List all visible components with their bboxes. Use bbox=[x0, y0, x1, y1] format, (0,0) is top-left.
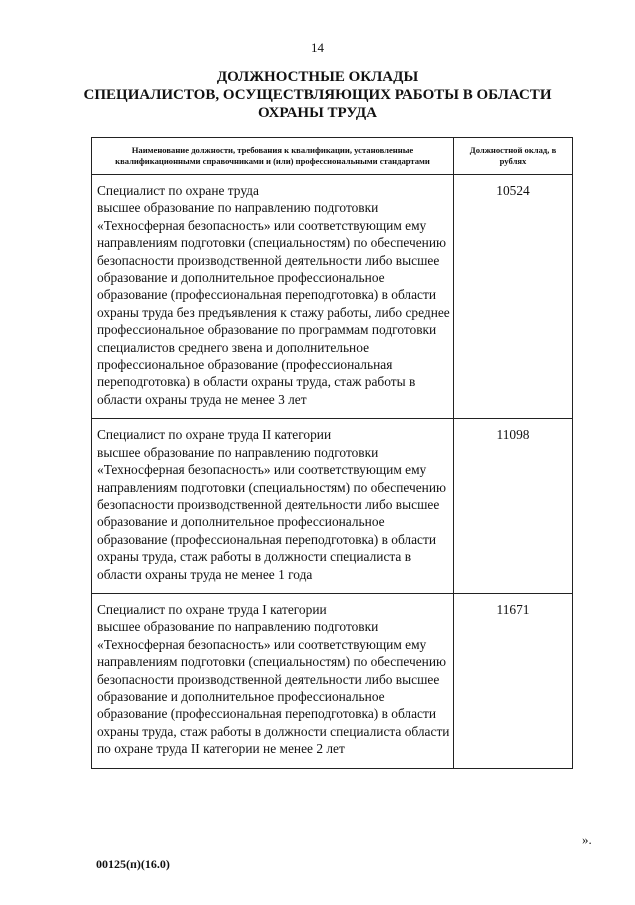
position-title: Специалист по охране труда II категории bbox=[97, 427, 332, 443]
position-requirements: высшее образование по направлению подготовки «Техносферная безопасность» или соответствующим ему направлениям подготовки (специальностям) по обеспечению безопасности производственной деятельности либо высшее образование и дополнительное профессиональное образование (профессиональная переподготовка) в области охраны труда, стаж работы в должности специалиста области по охране труда II категории не менее 2 лет bbox=[97, 619, 450, 757]
salary-table bbox=[91, 137, 573, 769]
salary-cell: 11098 bbox=[454, 419, 573, 594]
title-line-1: ДОЛЖНОСТНЫЕ ОКЛАДЫ bbox=[216, 69, 419, 85]
table-row bbox=[92, 593, 573, 768]
document-code: 00125(п)(16.0) bbox=[96, 857, 170, 871]
page-number: 14 bbox=[311, 40, 324, 55]
header-salary: Должностной оклад, в рублях bbox=[454, 138, 573, 175]
position-cell bbox=[92, 593, 454, 768]
salary-cell: 11671 bbox=[454, 593, 573, 768]
title-line-3: ОХРАНЫ ТРУДА bbox=[258, 105, 377, 121]
position-cell bbox=[92, 175, 454, 419]
table-row bbox=[92, 419, 573, 594]
document-title bbox=[0, 68, 635, 122]
closing-quote: ». bbox=[582, 832, 592, 847]
salary-cell: 10524 bbox=[454, 175, 573, 419]
table-row bbox=[92, 175, 573, 419]
position-title: Специалист по охране труда I категории bbox=[97, 601, 327, 617]
position-title: Специалист по охране труда bbox=[97, 183, 259, 198]
title-line-2: СПЕЦИАЛИСТОВ, ОСУЩЕСТВЛЯЮЩИХ РАБОТЫ В ОБЛАСТИ bbox=[83, 87, 552, 103]
position-requirements: высшее образование по направлению подготовки «Техносферная безопасность» или соответствующим ему направлениям подготовки (специальностям) по обеспечению безопасности производственной деятельности либо высшее образование и дополнительное профессиональное образование (профессиональная переподготовка) в области охраны труда, стаж работы в должности специалиста в области охраны труда не менее 1 года bbox=[97, 444, 446, 582]
position-cell bbox=[92, 419, 454, 594]
header-position: Наименование должности, требования к квалификации, установленные квалификационными справочниками и (или) профессиональными стандартами bbox=[92, 138, 454, 175]
position-requirements: высшее образование по направлению подготовки «Техносферная безопасность» или соответствующим ему направлениям подготовки (специальностям) по обеспечению безопасности производственной деятельности либо высшее образование и дополнительное профессиональное образование (профессиональная переподготовка) в области охраны труда без предъявления к стажу работы, либо среднее профессиональное образование по программам подготовки специалистов среднего звена и дополнительное профессиональное образование (профессиональная переподготовка) в области охраны труда, стаж работы в области охраны труда не менее 3 лет bbox=[97, 200, 450, 407]
table-header-row bbox=[92, 138, 573, 175]
